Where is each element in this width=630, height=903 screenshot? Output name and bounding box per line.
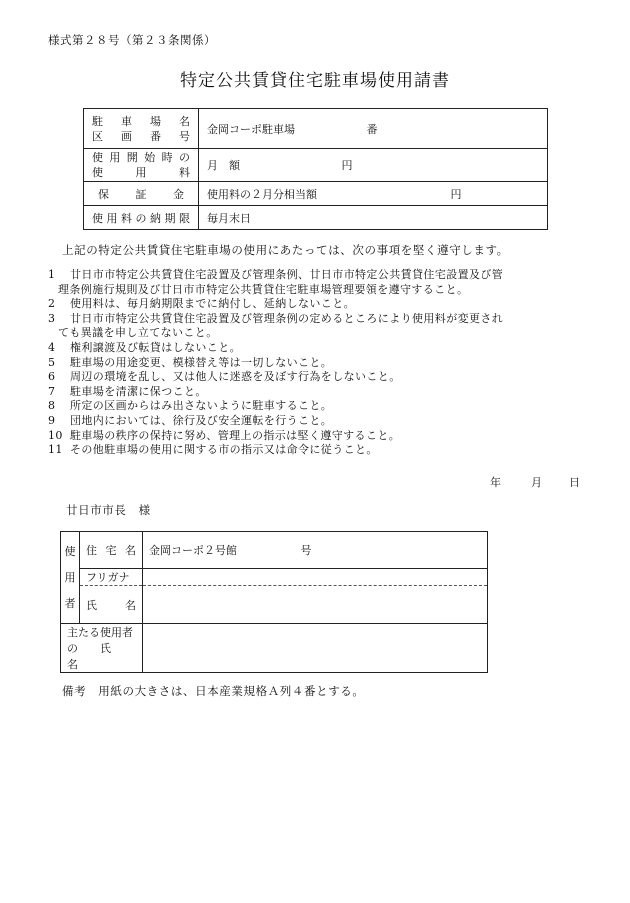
section-number-label: 区画番号 <box>92 129 190 143</box>
main-user-label-b: の 氏 名 <box>67 642 133 671</box>
address-value: 金岡コーポ２号館 <box>149 544 237 557</box>
item-text: 廿日市市特定公共賃貸住宅設置及び管理条例の定めるところにより使用料が変更され <box>70 311 504 325</box>
list-item <box>48 297 588 312</box>
due-date-label-cell <box>84 206 199 230</box>
user-side-label <box>61 532 80 624</box>
list-item <box>48 385 588 400</box>
item-number: 6 <box>48 370 56 384</box>
initial-fee-label-a: 使用開始時の <box>92 151 190 164</box>
page-title: 特定公共賃貸住宅駐車場使用請書 <box>180 71 450 91</box>
main-user-label-a: 主たる使用者 <box>67 626 133 639</box>
item-text: 駐車場を清潔に保つこと。 <box>70 384 207 398</box>
list-item <box>48 268 588 283</box>
item-number: 2 <box>48 297 56 311</box>
item-text: 所定の区画からはみ出さないように駐車すること。 <box>70 399 333 413</box>
address-label: 住宅名 <box>86 544 136 557</box>
table-row <box>61 569 488 586</box>
parking-name-label-cell <box>84 109 199 149</box>
item-number: 5 <box>48 355 56 369</box>
side-char: 使 <box>64 544 76 558</box>
table-row <box>84 109 548 149</box>
table-row <box>84 182 548 206</box>
item-number: 10 <box>48 428 63 442</box>
conditions-list <box>48 268 588 458</box>
name-label-cell <box>80 586 143 624</box>
table-row <box>61 586 488 624</box>
deposit-value-cell <box>199 182 548 206</box>
form-number: 様式第２８号（第２３条関係） <box>48 33 216 47</box>
list-item <box>48 414 588 429</box>
item-text: 廿日市市特定公共賃貸住宅設置及び管理条例、廿日市市特定公共賃貸住宅設置及び管 <box>70 268 504 281</box>
deposit-label-cell <box>84 182 199 206</box>
main-user-name-field[interactable] <box>143 624 488 673</box>
monthly-amount-unit: 円 <box>341 159 353 172</box>
deposit-value: 使用料の２月分相当額 <box>207 187 317 201</box>
item-number: 1 <box>48 268 56 281</box>
deposit-label: 保証金 <box>98 187 184 201</box>
intro-text: 上記の特定公共賃貸住宅駐車場の使用にあたっては、次の事項を堅く遵守します。 <box>62 243 509 257</box>
table-row <box>84 149 548 182</box>
item-number: 3 <box>48 311 56 325</box>
list-item <box>48 399 588 414</box>
item-number: 9 <box>48 413 56 427</box>
parking-info-table <box>83 108 548 230</box>
item-text: 団地内においては、徐行及び安全運転を行うこと。 <box>70 413 333 427</box>
item-text: 権利譲渡及び転貸はしないこと。 <box>70 340 241 354</box>
remark: 備考 用紙の大きさは、日本産業規格Ａ列４番とする。 <box>62 684 365 698</box>
address-suffix: 号 <box>300 544 312 557</box>
address-label-cell <box>80 532 143 569</box>
item-continuation: ても異議を申し立てないこと。 <box>58 326 218 340</box>
deposit-unit: 円 <box>450 187 462 201</box>
monthly-amount-label: 月 額 <box>207 159 240 172</box>
parking-name-value: 金岡コーポ駐車場 <box>207 122 295 136</box>
item-text: 駐車場の秩序の保持に努め、管理上の指示は堅く遵守すること。 <box>70 428 401 442</box>
item-number: 7 <box>48 384 56 398</box>
date-day: 日 <box>569 476 580 489</box>
list-item <box>48 443 588 458</box>
initial-fee-label-cell <box>84 149 199 182</box>
item-text: 使用料は、毎月納期限までに納付し、延納しないこと。 <box>70 297 355 311</box>
due-date-label: 使用料の納期限 <box>92 211 190 225</box>
initial-fee-label-b: 使用料 <box>92 166 190 179</box>
address-value-cell <box>143 532 488 569</box>
name-label: 氏名 <box>86 598 136 612</box>
due-date-value: 毎月末日 <box>207 211 251 225</box>
parking-name-value-cell <box>199 109 548 149</box>
item-number: 8 <box>48 399 56 413</box>
furigana-field[interactable] <box>143 569 488 586</box>
due-date-value-cell <box>199 206 548 230</box>
name-field[interactable] <box>143 586 488 624</box>
side-char: 用 <box>64 570 76 584</box>
initial-fee-value-cell <box>199 149 548 182</box>
item-text: 周辺の環境を乱し、又は他人に迷惑を及ぼす行為をしないこと。 <box>70 370 401 384</box>
item-number: 11 <box>48 443 63 457</box>
table-row <box>84 206 548 230</box>
list-item <box>48 370 588 385</box>
section-number-suffix: 番 <box>366 122 378 136</box>
table-row <box>61 624 488 673</box>
furigana-label: フリガナ <box>86 571 130 584</box>
list-item <box>48 429 588 444</box>
list-item <box>48 341 588 356</box>
side-char: 者 <box>64 596 76 610</box>
parking-name-label: 駐車場名 <box>92 114 190 128</box>
item-text: その他駐車場の使用に関する市の指示又は命令に従うこと。 <box>70 443 378 457</box>
item-text: 駐車場の用途変更、模様替え等は一切しないこと。 <box>70 355 333 369</box>
item-continuation: 理条例施行規則及び廿日市市特定公共賃貸住宅駐車場管理要領を遵守すること。 <box>58 282 469 296</box>
user-info-table <box>60 531 488 673</box>
list-item <box>48 312 588 327</box>
main-user-label-cell <box>61 624 143 673</box>
table-row <box>61 532 488 569</box>
item-number: 4 <box>48 340 56 354</box>
date-month: 月 <box>531 476 542 489</box>
addressee: 廿日市市長 様 <box>66 503 151 517</box>
date-year: 年 <box>490 476 501 489</box>
furigana-label-cell <box>80 569 143 586</box>
list-item <box>48 356 588 371</box>
